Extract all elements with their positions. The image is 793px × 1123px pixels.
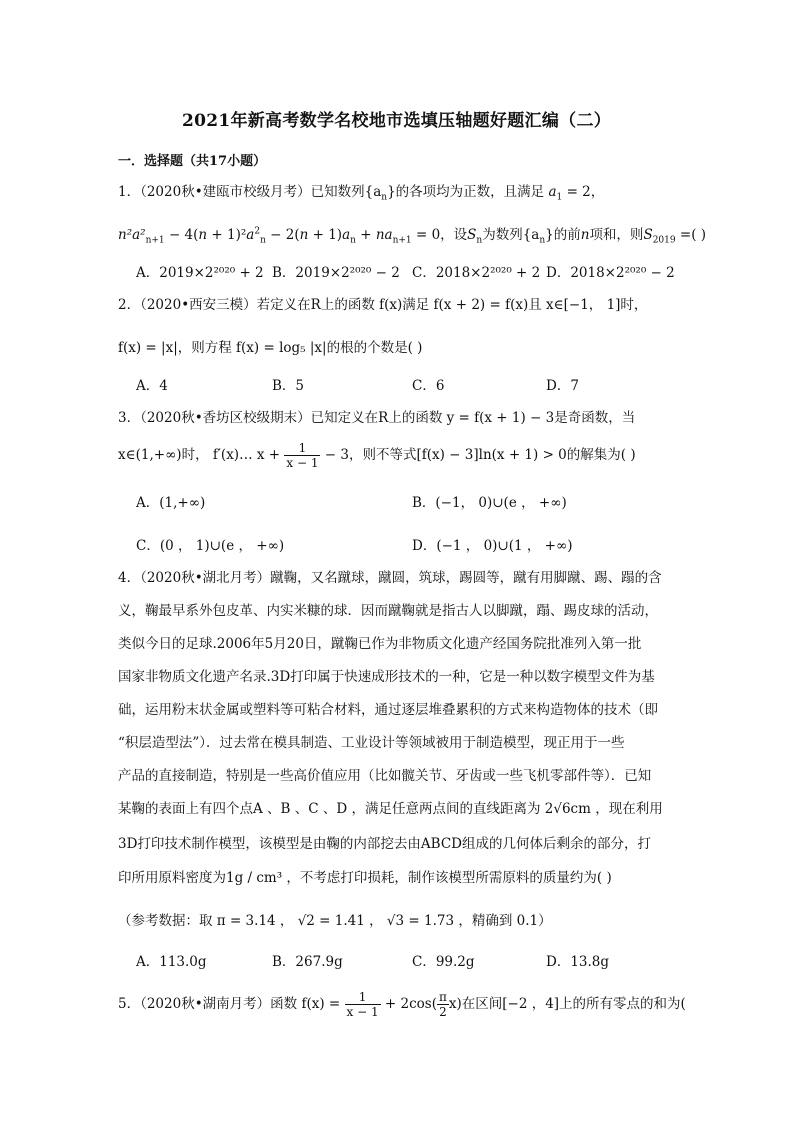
q2-option-b: B．5 — [272, 378, 305, 394]
q4-option-b: B．267.9g — [272, 954, 343, 970]
q3-option-d: D．(−1 ， 0)∪(1 ， +∞) — [412, 538, 573, 554]
q5-fraction-1 — [345, 990, 381, 1019]
q4-option-d: D．13.8g — [546, 954, 610, 970]
q4-line-9: 3D打印技术制作模型，该模型是由鞠的内部挖去由ABCD组成的几何体后剩余的部分，打 — [118, 836, 651, 852]
q4-line-5: 础，运用粉末状金属或塑料等可粘合材料，通过逐层堆叠累积的方式来构造物体的技术（即 — [118, 702, 658, 718]
q3-text-a: x∈(1,+∞)时， f′(x)… x + — [118, 447, 281, 463]
question-2-line-2: f(x) = |x|，则方程 f(x) = log₅ |x|的根的个数是( ) — [118, 340, 423, 356]
q4-line-6: “积层造型法”）．过去常在模具制造、工业设计等领域被用于制造模型，现正用于一些 — [118, 735, 625, 751]
q4-option-a: A．113.0g — [136, 954, 207, 970]
question-3-line-1: 3．（2020秋•香坊区校级期末）已知定义在R上的函数 y = f(x + 1) − 3是奇函数，当 — [118, 410, 636, 426]
q2-option-a: A．4 — [136, 378, 168, 394]
q4-line-10: 印所用原料密度为1g / cm³ ，不考虑打印损耗，制作该模型所需原料的质量约为( ) — [118, 870, 612, 886]
q5-fraction-2 — [437, 990, 449, 1019]
q3-frac-num: 1 — [284, 441, 320, 456]
question-5-line-1 — [118, 990, 686, 1019]
q2-option-c: C．6 — [412, 378, 445, 394]
q3-text-b: − 3，则不等式[f(x) − 3]ln(x + 1) > 0的解集为( ) — [324, 447, 636, 463]
q5-frac1-num: 1 — [345, 990, 381, 1005]
q5-text-b: + 2cos( — [384, 996, 437, 1012]
q4-reference-data: （参考数据：取 π = 3.14 ， √2 = 1.41 ， √3 = 1.73 ，精确到 0.1） — [118, 913, 552, 929]
q1-text-d: 为数列{a — [482, 227, 540, 243]
q5-frac2-num: π — [438, 990, 447, 1004]
q4-line-7: 产品的直接制造，特别是一些高价值应用（比如髋关节、牙齿或一些飞机零部件等）．已知 — [118, 768, 652, 784]
q1-text-f: 项和，则 — [589, 227, 644, 243]
q4-line-4: 国家非物质文化遗产名录.3D打印属于快速成形技术的一种，它是一种以数字模型文件为基 — [118, 669, 655, 685]
q5-frac1-den: x − 1 — [346, 1005, 379, 1019]
q5-text-c: x)在区间[−2 ，4]上的所有零点的和为( — [448, 996, 686, 1012]
q1-option-d: D．2018×2²⁰²⁰ − 2 — [546, 265, 675, 281]
q4-line-1: 4．（2020秋•湖北月考）蹴鞠，又名蹴球，蹴圆，筑球，踢圆等，蹴有用脚蹴、踢、蹋的含 — [118, 570, 662, 586]
q1-text-a: 1．（2020秋•建瓯市校级月考）已知数列{a — [118, 184, 382, 200]
q4-line-8: 某鞠的表面上有四个点A 、B 、C 、D ，满足任意两点间的直线距离为 2√6cm ，现在利用 — [118, 801, 663, 817]
q1-option-c: C．2018×2²⁰²⁰ + 2 — [412, 265, 541, 281]
q3-option-c: C．(0 ， 1)∪(e ， +∞) — [136, 538, 285, 554]
q2-option-d: D．7 — [546, 378, 579, 394]
q1-formula-a: n²a² — [118, 227, 146, 243]
q1-option-b: B．2019×2²⁰²⁰ − 2 — [272, 265, 400, 281]
question-1-line-1: 1．（2020秋•建瓯市校级月考）已知数列$\{a_n\}$的各项均为正数，且满足 $a_1 = 2$， — [118, 184, 605, 203]
q5-text-a: 5．（2020秋•湖南月考）函数 f(x) = — [118, 996, 341, 1012]
q3-option-a: A．(1,+∞) — [136, 495, 206, 511]
q1-text-b: }的各项均为正数，且满足 — [387, 184, 545, 200]
q1-text-g: =( ) — [679, 227, 707, 243]
q1-option-a: A．2019×2²⁰²⁰ + 2 — [136, 265, 264, 281]
q4-line-3: 类似今日的足球.2006年5月20日，蹴鞠已作为非物质文化遗产经国务院批准列入第一批 — [118, 636, 642, 652]
q3-fraction — [284, 441, 320, 470]
document-title: 2021年新高考数学名校地市选填压轴题好题汇编（二） — [181, 111, 612, 131]
question-2-line-1: 2．（2020•西安三模）若定义在R上的函数 f(x)满足 f(x + 2) = f(x)且 x∈[−1， 1]时， — [118, 297, 648, 313]
question-3-line-2 — [118, 441, 636, 470]
q4-line-2: 义，鞠最早系外包皮革、内实米糠的球．因而蹴鞠就是指古人以脚蹴，蹋、踢皮球的活动， — [118, 603, 658, 619]
q4-option-c: C．99.2g — [412, 954, 475, 970]
q3-frac-den: x − 1 — [286, 456, 319, 470]
question-1-line-2: $n^2a^2_{n+1} - 4(n + 1)^2a^2_n - 2(n + 1)a_n + na_{n+1} = 0$，设$S_n$为数列$\{a_n\}$的前n项和，则$S_{2019}$ =( ) — [118, 226, 707, 246]
q5-frac2-den: 2 — [439, 1005, 447, 1019]
q1-text-e: }的前 — [545, 227, 581, 243]
section-heading: 一．选择题（共17小题） — [118, 154, 267, 169]
q1-text-c: ，设 — [440, 227, 468, 243]
q3-option-b: B．(−1， 0)∪(e ， +∞) — [412, 495, 567, 511]
